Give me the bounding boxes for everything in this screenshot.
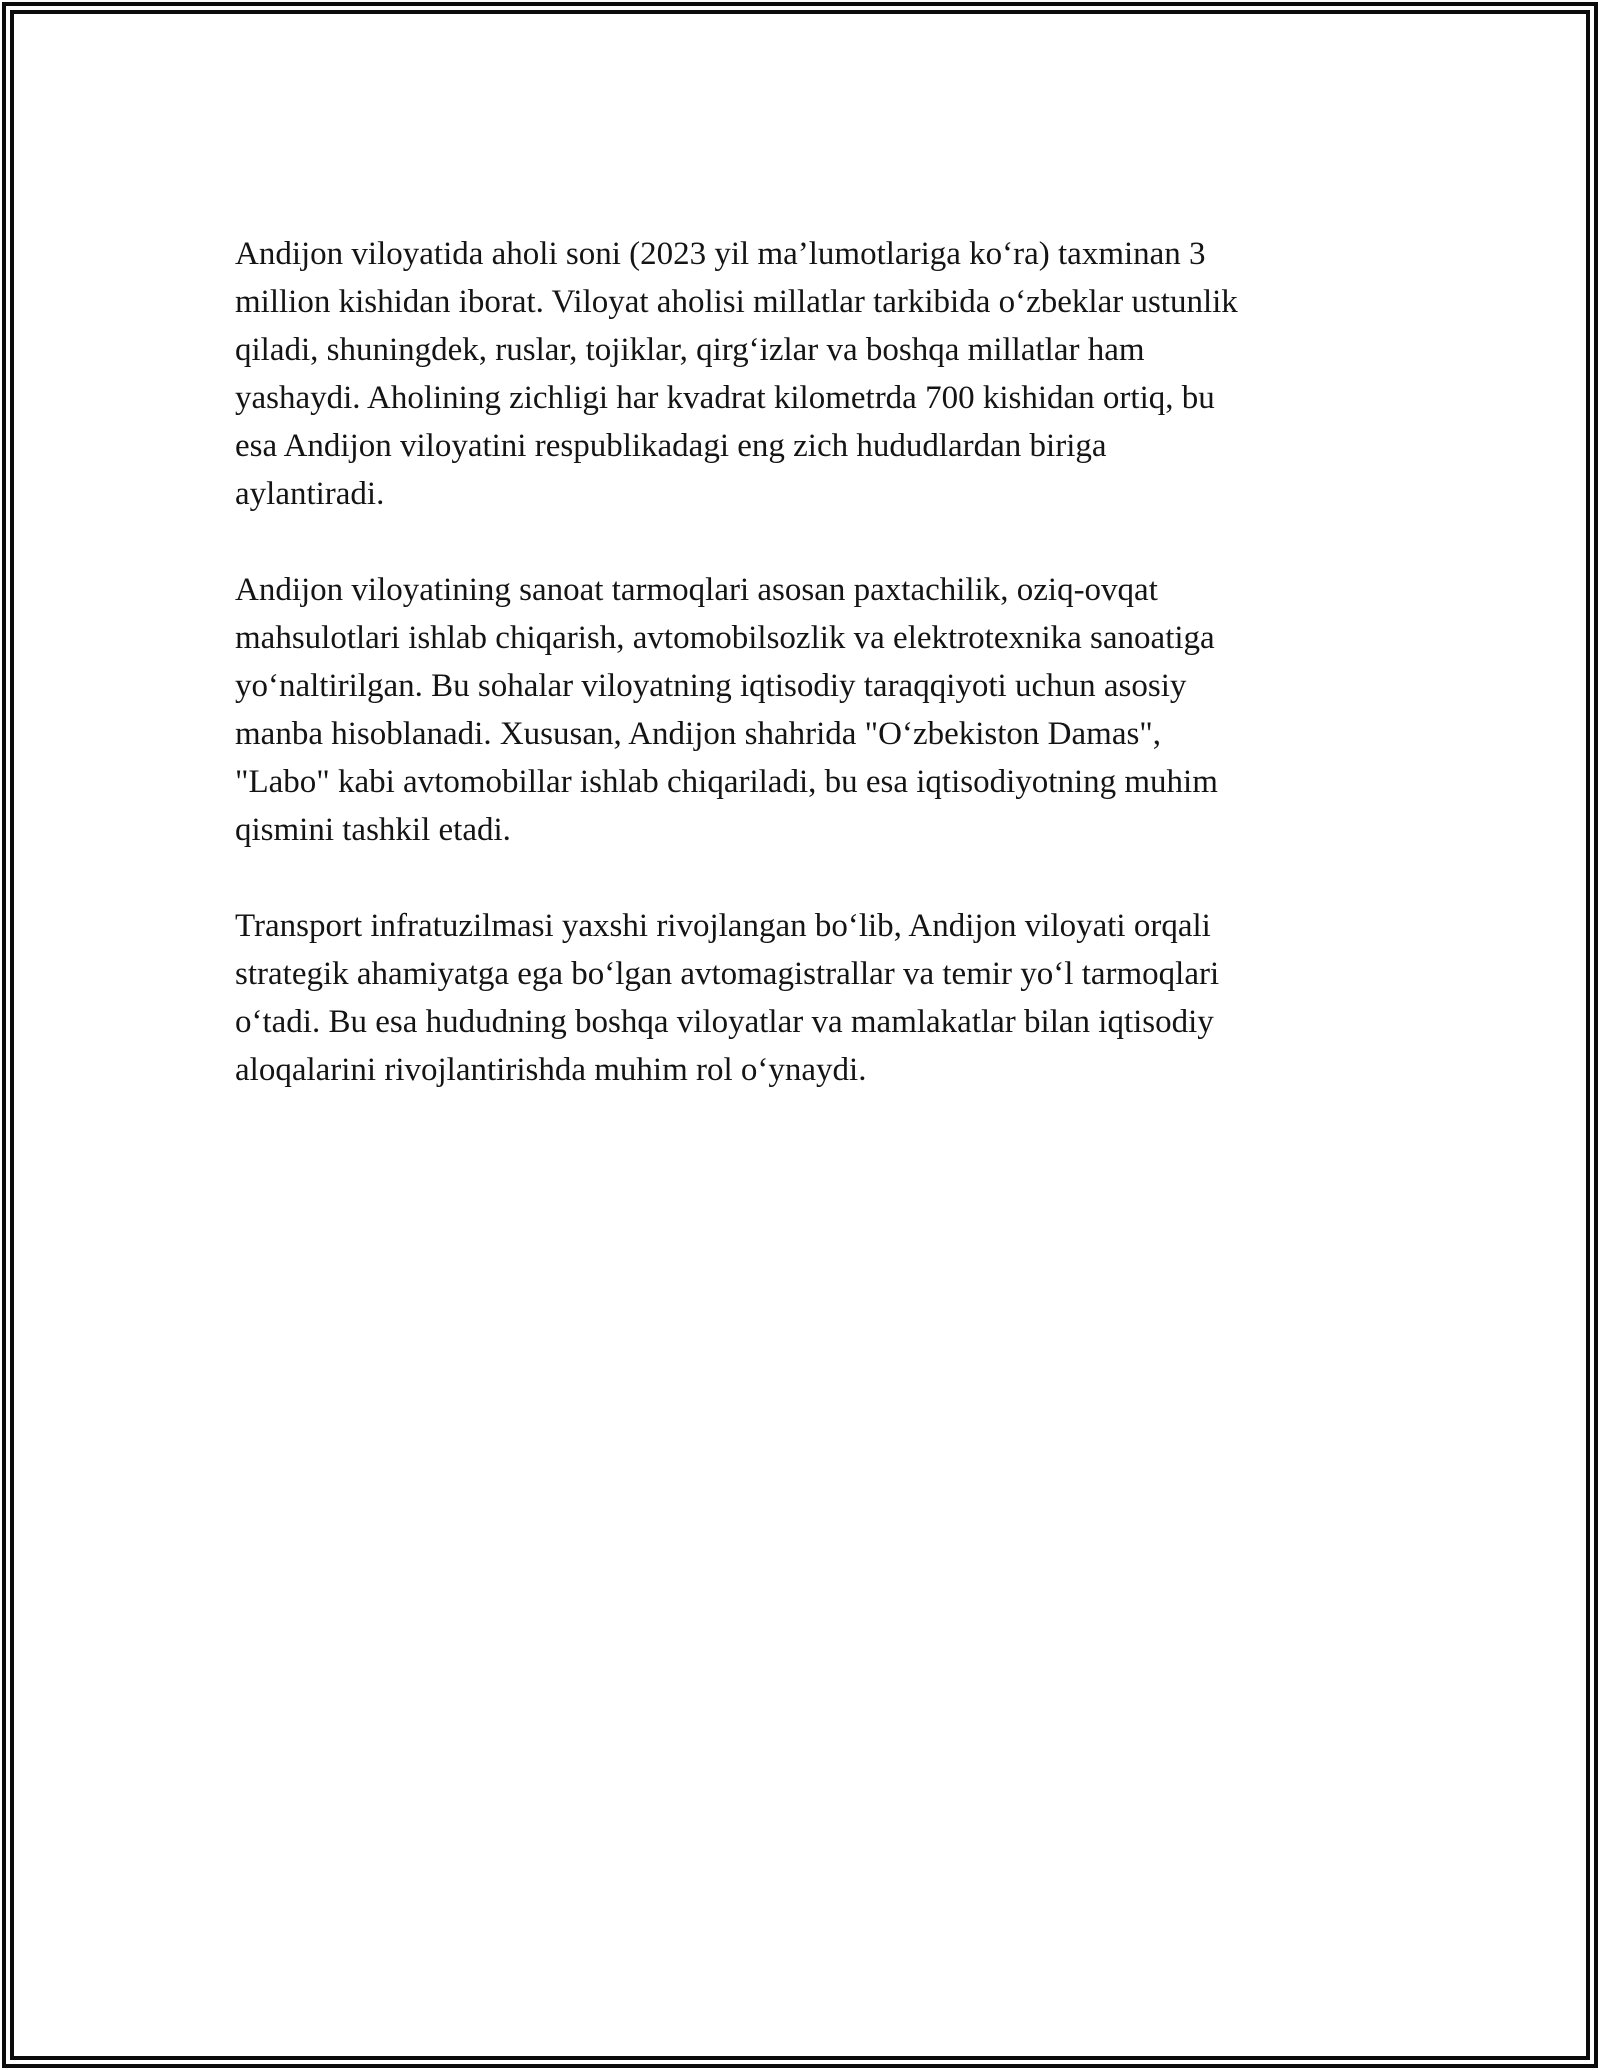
text-line: esa Andijon viloyatini respublikadagi eng zich hududlardan biriga: [235, 428, 1107, 464]
text-line: yashaydi. Aholining zichligi har kvadrat kilometrda 700 kishidan ortiq, bu: [235, 380, 1215, 416]
document-body-text: [235, 230, 1355, 1094]
text-line: mahsulotlari ishlab chiqarish, avtomobilsozlik va elektrotexnika sanoatiga: [235, 620, 1215, 656]
text-line: o‘tadi. Bu esa hududning boshqa viloyatlar va mamlakatlar bilan iqtisodiy: [235, 1004, 1214, 1040]
text-line: qiladi, shuningdek, ruslar, tojiklar, qirg‘izlar va boshqa millatlar ham: [235, 332, 1145, 368]
paragraph-population: [235, 230, 1355, 518]
paragraph-transport: [235, 902, 1355, 1094]
text-line: strategik ahamiyatga ega bo‘lgan avtomagistrallar va temir yo‘l tarmoqlari: [235, 956, 1220, 992]
text-line: qismini tashkil etadi.: [235, 812, 511, 848]
text-line: Transport infratuzilmasi yaxshi rivojlangan bo‘lib, Andijon viloyati orqali: [235, 908, 1211, 944]
text-line: yo‘naltirilgan. Bu sohalar viloyatning iqtisodiy taraqqiyoti uchun asosiy: [235, 668, 1187, 704]
text-line: aylantiradi.: [235, 476, 385, 512]
text-line: Andijon viloyatining sanoat tarmoqlari asosan paxtachilik, oziq-ovqat: [235, 572, 1158, 608]
text-line: manba hisoblanadi. Xususan, Andijon shahrida "O‘zbekiston Damas",: [235, 716, 1162, 752]
text-line: aloqalarini rivojlantirishda muhim rol o‘ynaydi.: [235, 1052, 867, 1088]
text-line: million kishidan iborat. Viloyat aholisi millatlar tarkibida o‘zbeklar ustunlik: [235, 284, 1238, 320]
text-line: "Labo" kabi avtomobillar ishlab chiqariladi, bu esa iqtisodiyotning muhim: [235, 764, 1218, 800]
text-line: Andijon viloyatida aholi soni (2023 yil ma’lumotlariga ko‘ra) taxminan 3: [235, 236, 1206, 272]
paragraph-industry: [235, 566, 1355, 854]
